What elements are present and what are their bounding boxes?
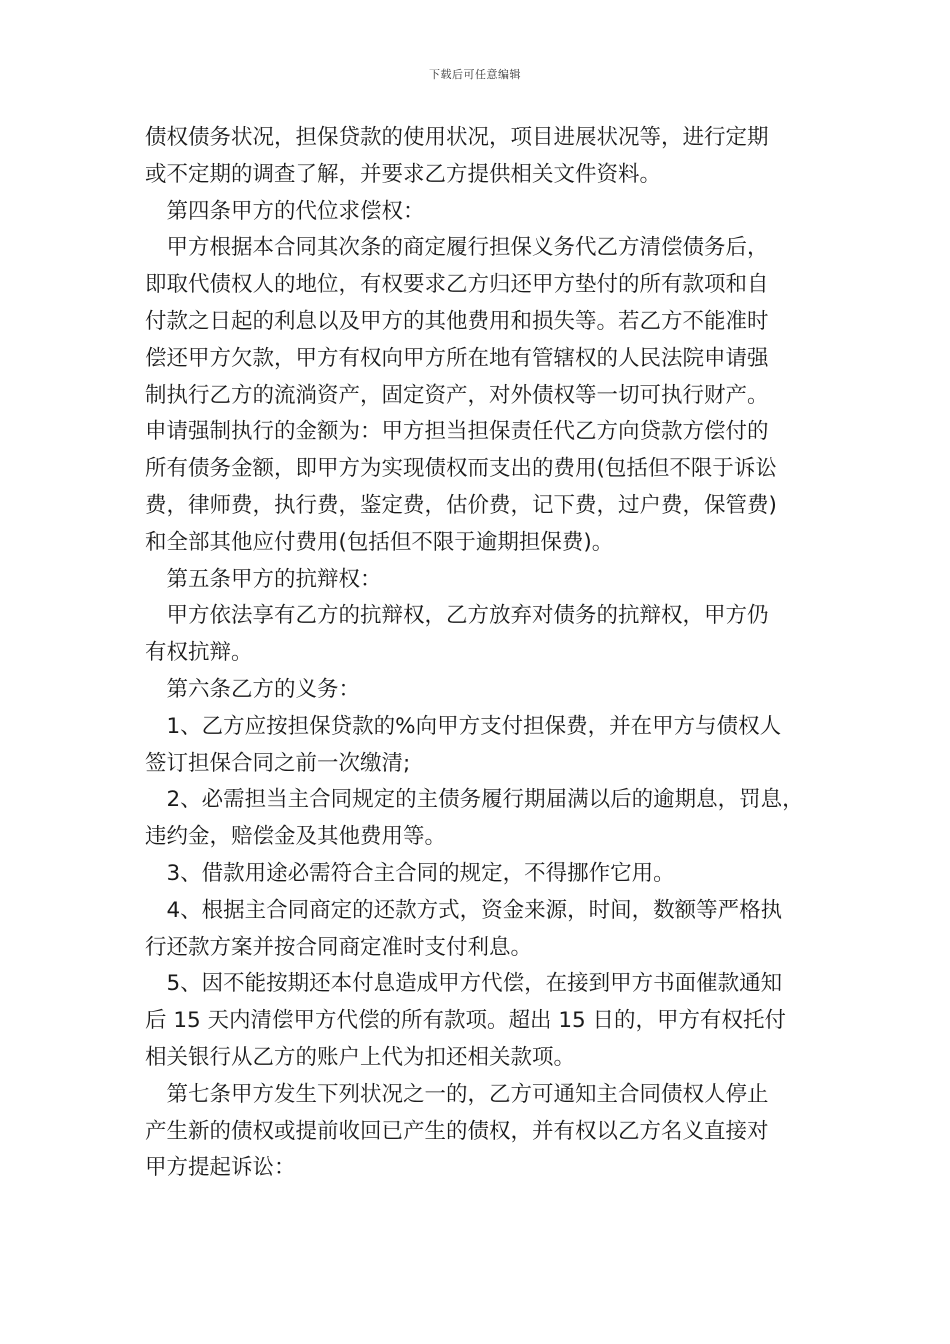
- text-line: 申请强制执行的金额为：甲方担当担保责任代乙方向贷款方偿付的: [145, 419, 769, 445]
- page-header: 下载后可任意编辑: [429, 68, 521, 81]
- text-line: 后 15 天内清偿甲方代偿的所有款项。超出 15 日的，甲方有权托付: [145, 1008, 787, 1034]
- text-line: 和全部其他应付费用(包括但不限于逾期担保费)。: [145, 529, 614, 555]
- text-line: 甲方提起诉讼：: [145, 1155, 296, 1181]
- text-line: 制执行乙方的流淌资产，固定资产，对外债权等一切可执行财产。: [145, 382, 769, 408]
- text-line: 费，律师费，执行费，鉴定费，估价费，记下费，过户费，保管费): [145, 492, 777, 518]
- list-item: 3、借款用途必需符合主合同的规定，不得挪作它用。: [145, 860, 675, 886]
- document-body: [145, 120, 810, 1187]
- text-line: 签订担保合同之前一次缴清;: [145, 750, 411, 776]
- text-line: 违约金，赔偿金及其他费用等。: [145, 824, 447, 850]
- list-item: 2、必需担当主合同规定的主债务履行期届满以后的逾期息，罚息，: [145, 787, 804, 813]
- text-line: 付款之日起的利息以及甲方的其他费用和损失等。若乙方不能准时: [145, 308, 769, 334]
- text-line: 偿还甲方欠款，甲方有权向甲方所在地有管辖权的人民法院申请强: [145, 345, 769, 371]
- text-line: 甲方根据本合同其次条的商定履行担保义务代乙方清偿债务后，: [145, 235, 769, 261]
- text-line: 相关银行从乙方的账户上代为扣还相关款项。: [145, 1044, 576, 1070]
- section-heading: 第四条甲方的代位求偿权：: [145, 198, 425, 224]
- text-line: 所有债务金额，即甲方为实现债权而支出的费用(包括但不限于诉讼: [145, 456, 777, 482]
- text-line: 债权债务状况，担保贷款的使用状况，项目进展状况等，进行定期: [145, 125, 769, 150]
- list-item: 5、因不能按期还本付息造成甲方代偿，在接到甲方书面催款通知: [145, 971, 783, 997]
- text-line: 或不定期的调查了解，并要求乙方提供相关文件资料。: [145, 161, 662, 187]
- list-item: 4、根据主合同商定的还款方式，资金来源，时间，数额等严格执: [145, 897, 783, 923]
- text-line: 产生新的债权或提前收回已产生的债权，并有权以乙方名义直接对: [145, 1118, 769, 1144]
- section-heading: 第五条甲方的抗辩权：: [145, 566, 382, 592]
- text-line: 行还款方案并按合同商定准时支付利息。: [145, 934, 533, 960]
- text-line: 甲方依法享有乙方的抗辩权，乙方放弃对债务的抗辩权，甲方仍: [145, 603, 769, 629]
- section-heading: 第七条甲方发生下列状况之一的，乙方可通知主合同债权人停止: [145, 1081, 769, 1107]
- list-item: 1、乙方应按担保贷款的%向甲方支付担保费，并在甲方与债权人: [145, 713, 782, 739]
- section-heading: 第六条乙方的义务：: [145, 676, 361, 702]
- text-line: 有权抗辩。: [145, 640, 253, 666]
- text-line: 即取代债权人的地位，有权要求乙方归还甲方垫付的所有款项和自: [145, 272, 769, 298]
